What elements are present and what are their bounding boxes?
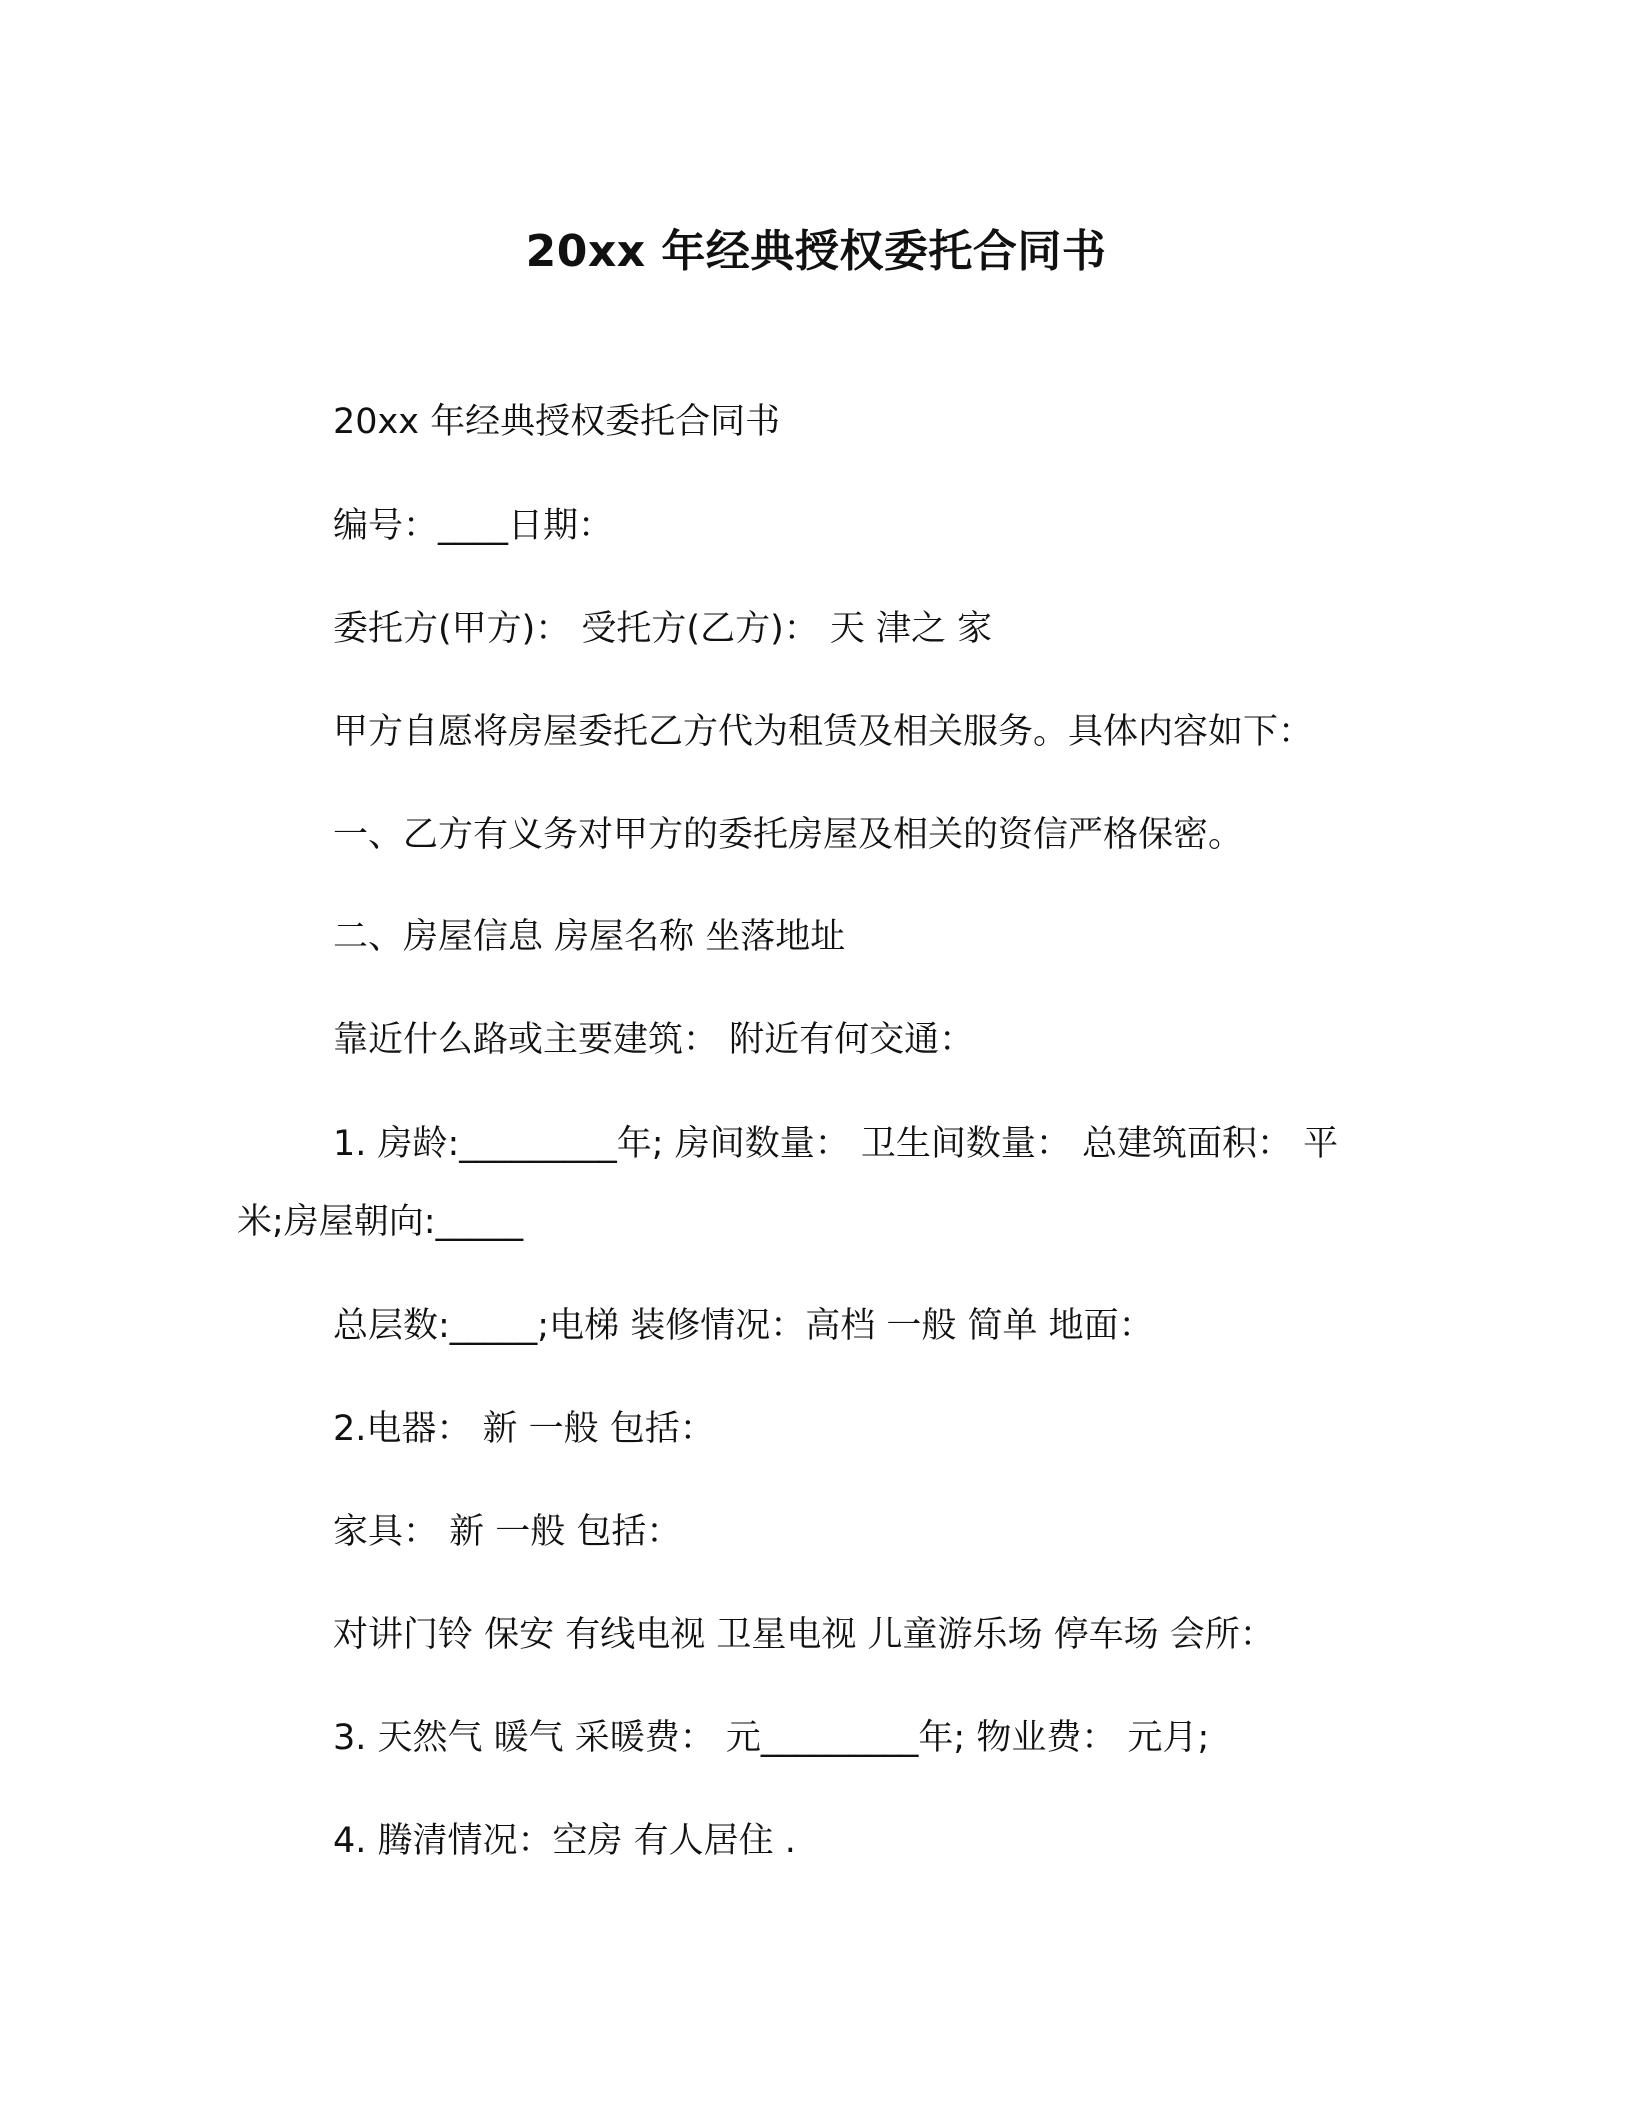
- body-line-floors: 总层数:_____;电梯 装修情况：高档 一般 简单 地面：: [333, 1306, 1154, 1346]
- body-line-clause-2: 二、房屋信息 房屋名称 坐落地址: [333, 917, 846, 957]
- document-title: 20xx 年经典授权委托合同书: [525, 226, 1107, 277]
- body-line-number-date: 编号：____日期：: [333, 506, 614, 546]
- body-line-heading: 20xx 年经典授权委托合同书: [333, 402, 781, 442]
- body-line-furniture: 家具： 新 一般 包括：: [333, 1512, 682, 1552]
- body-line-parties: 委托方(甲方)： 受托方(乙方)： 天 津之 家: [333, 609, 993, 649]
- body-line-house-orientation: 米;房屋朝向:_____: [237, 1202, 524, 1242]
- body-line-appliances: 2.电器： 新 一般 包括：: [333, 1409, 715, 1449]
- body-line-facilities: 对讲门铃 保安 有线电视 卫星电视 儿童游乐场 停车场 会所：: [333, 1615, 1275, 1655]
- body-line-house-age: 1. 房龄:_________年; 房间数量： 卫生间数量： 总建筑面积： 平: [333, 1124, 1339, 1164]
- body-line-clause-1: 一、乙方有义务对甲方的委托房屋及相关的资信严格保密。: [333, 815, 1244, 855]
- body-line-location: 靠近什么路或主要建筑： 附近有何交通：: [333, 1020, 975, 1060]
- body-line-vacancy: 4. 腾清情况：空房 有人居住 .: [333, 1821, 796, 1861]
- body-line-fees: 3. 天然气 暖气 采暖费： 元_________年; 物业费： 元月;: [333, 1718, 1210, 1758]
- body-line-intro: 甲方自愿将房屋委托乙方代为租赁及相关服务。具体内容如下：: [333, 712, 1314, 752]
